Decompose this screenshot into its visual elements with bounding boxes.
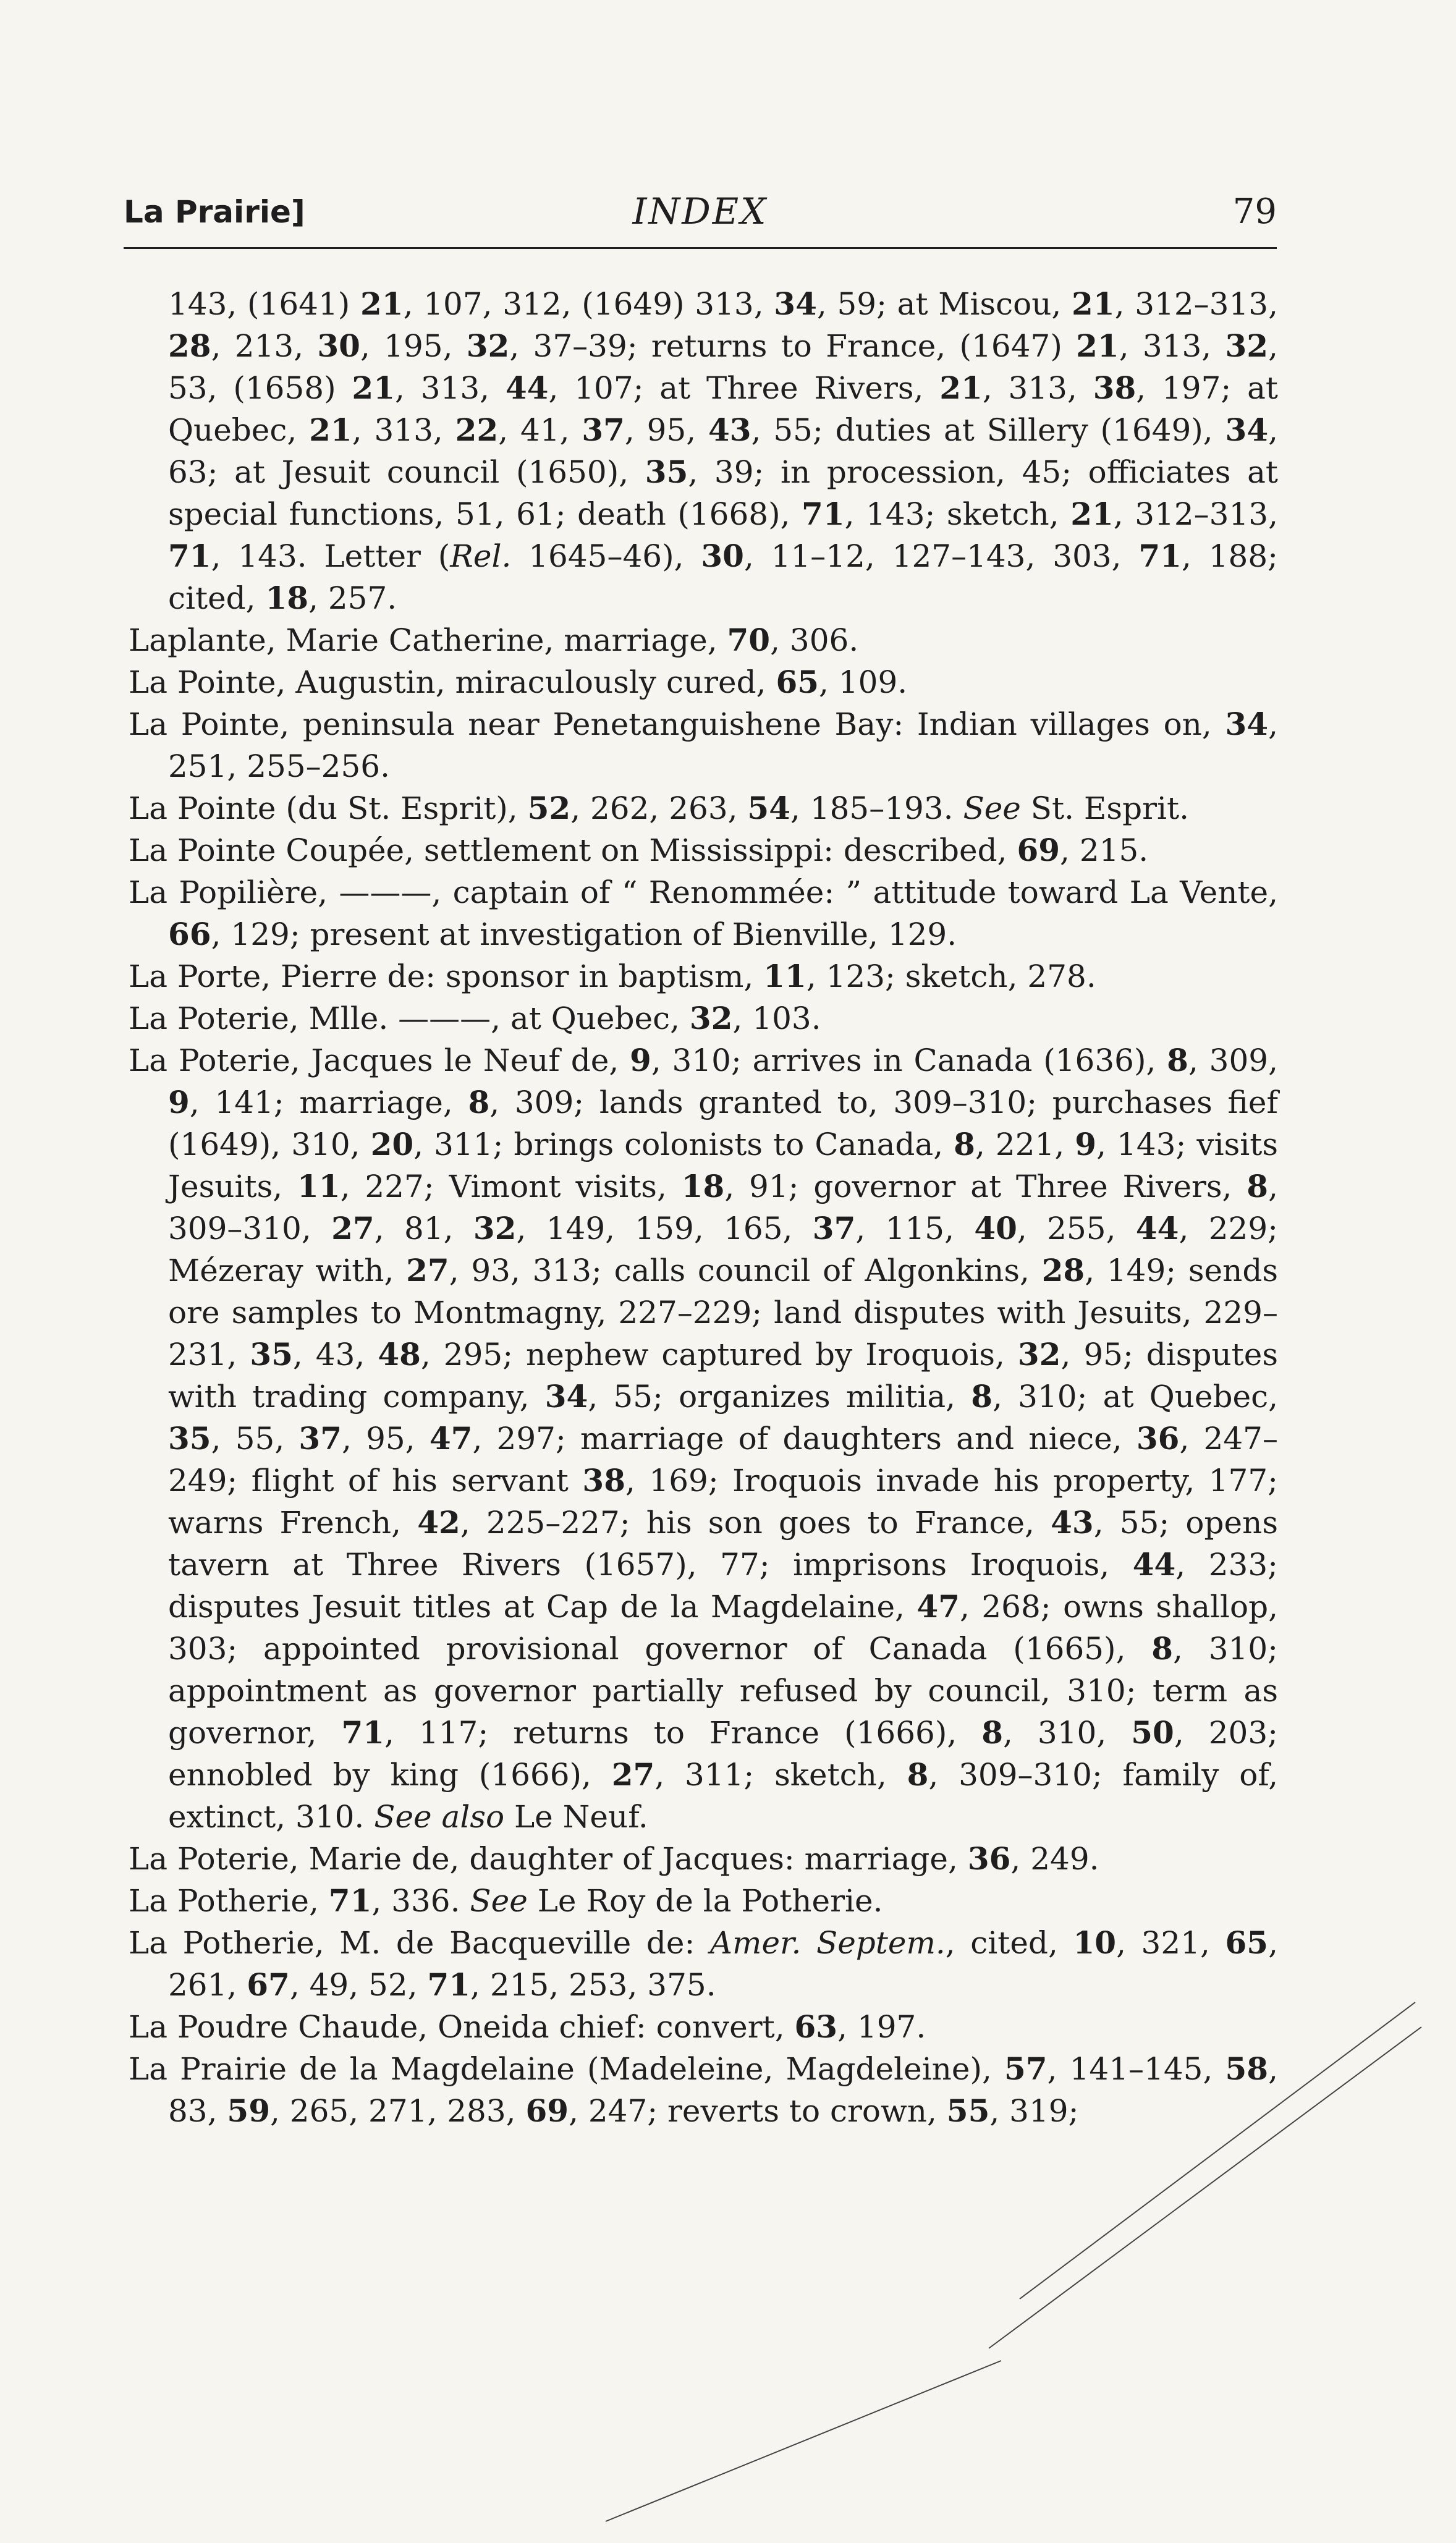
volume-ref: 34 xyxy=(1225,412,1269,448)
volume-ref: 11 xyxy=(297,1168,341,1204)
volume-ref: 27 xyxy=(406,1252,449,1288)
volume-ref: 69 xyxy=(1017,832,1060,868)
volume-ref: 8 xyxy=(468,1084,490,1120)
entry-text: , 221, xyxy=(975,1127,1075,1162)
entry-text: , 313, xyxy=(395,370,506,406)
volume-ref: 32 xyxy=(1225,328,1269,364)
volume-ref: 58 xyxy=(1225,2050,1269,2087)
entry-text: , 11–12, 127–143, 303, xyxy=(743,538,1139,574)
entry-text: , 141; marriage, xyxy=(189,1085,468,1120)
entry-text: La Popilière, ———, captain of “ Renommée: ” attitude toward La Vente, xyxy=(129,874,1278,910)
entry-text: , 309–310, xyxy=(168,1169,1278,1246)
entry-text: La Poterie, Mlle. ———, at Quebec, xyxy=(129,1001,690,1036)
entry-text: , 37–39; returns to France, (1647) xyxy=(509,328,1077,364)
volume-ref: 8 xyxy=(1246,1168,1269,1204)
volume-ref: 18 xyxy=(681,1168,725,1204)
entry-text: La Pointe, Augustin, miraculously cured, xyxy=(129,664,776,700)
entry-text: 1645–46), xyxy=(511,538,701,574)
entry-text: La Potherie, M. de Bacqueville de: xyxy=(129,1925,710,1961)
entry-text: , 91; governor at Three Rivers, xyxy=(724,1169,1247,1204)
page-number: 79 xyxy=(1232,192,1277,232)
entry-text: , 311; sketch, xyxy=(654,1757,907,1793)
entry-text: , 107, 312, (1649) 313, xyxy=(403,286,774,322)
entry-text: , 203; ennobled by king (1666), xyxy=(168,1715,1278,1793)
entry-text: , 55; organizes militia, xyxy=(588,1379,971,1415)
italic-ref: Amer. Septem. xyxy=(709,1925,946,1961)
entry-text: , 109. xyxy=(819,664,908,700)
entry-text: , 310; appointment as governor partially refused by council, 310; term as governor, xyxy=(168,1631,1278,1751)
entry-text: , 115, xyxy=(855,1211,975,1246)
header-rule xyxy=(124,247,1277,249)
volume-ref: 63 xyxy=(794,2008,838,2045)
index-entry xyxy=(129,703,1278,787)
entry-text: , 143; visits Jesuits, xyxy=(168,1127,1278,1204)
entry-text: , 129; present at investigation of Bienville, 129. xyxy=(211,916,957,952)
volume-ref: 57 xyxy=(1004,2050,1048,2087)
volume-ref: 32 xyxy=(689,1000,733,1036)
volume-ref: 71 xyxy=(427,1966,471,2003)
volume-ref: 21 xyxy=(939,370,983,406)
volume-ref: 21 xyxy=(1076,328,1119,364)
volume-ref: 48 xyxy=(378,1336,421,1373)
volume-ref: 9 xyxy=(630,1042,651,1078)
volume-ref: 71 xyxy=(168,538,211,574)
volume-ref: 34 xyxy=(1225,706,1269,742)
entry-text: , 149, 159, 165, xyxy=(516,1211,813,1246)
pencil-stroke xyxy=(606,2361,1001,2521)
entry-text: , 107; at Three Rivers, xyxy=(548,370,940,406)
volume-ref: 38 xyxy=(1093,370,1136,406)
volume-ref: 32 xyxy=(1017,1336,1061,1373)
entry-text: , 41, xyxy=(498,412,582,448)
volume-ref: 44 xyxy=(1132,1546,1176,1583)
entry-text: , 227; Vimont visits, xyxy=(340,1169,682,1204)
italic-ref: See also xyxy=(374,1799,505,1835)
entry-text: , 215, 253, 375. xyxy=(470,1967,716,2003)
entry-text: , 103. xyxy=(732,1001,821,1036)
entry-text: , 265, 271, 283, xyxy=(270,2093,526,2129)
entry-text: , 213, xyxy=(211,328,318,364)
entry-text: , 313, xyxy=(352,412,455,448)
italic-ref: See xyxy=(470,1883,528,1919)
volume-ref: 43 xyxy=(708,412,751,448)
volume-ref: 9 xyxy=(1075,1126,1097,1162)
volume-ref: 35 xyxy=(645,454,688,490)
entry-text: , 310; at Quebec, xyxy=(993,1379,1279,1415)
index-entries xyxy=(129,283,1278,2132)
index-entry xyxy=(129,997,1278,1039)
entry-text: La Pointe, peninsula near Penetanguishene Bay: Indian villages on, xyxy=(129,706,1225,742)
volume-ref: 54 xyxy=(747,790,791,826)
volume-ref: 35 xyxy=(168,1420,211,1457)
index-entry xyxy=(129,787,1278,829)
volume-ref: 66 xyxy=(168,916,211,952)
volume-ref: 8 xyxy=(1151,1630,1174,1667)
volume-ref: 70 xyxy=(727,622,771,658)
entry-text: La Potherie, xyxy=(129,1883,329,1919)
entry-text: , 169; Iroquois invade his property, 177; warns French, xyxy=(168,1463,1278,1541)
entry-text: , 310, xyxy=(1003,1715,1132,1751)
volume-ref: 37 xyxy=(812,1210,856,1246)
volume-ref: 21 xyxy=(1070,496,1114,532)
volume-ref: 50 xyxy=(1131,1714,1174,1751)
entry-text: , 336. xyxy=(371,1883,470,1919)
entry-text: , 123; sketch, 278. xyxy=(806,958,1096,994)
entry-text: , 185–193. xyxy=(790,790,963,826)
entry-text: 143, (1641) xyxy=(168,286,361,322)
volume-ref: 47 xyxy=(429,1420,473,1457)
index-entry xyxy=(129,2006,1278,2048)
entry-text: , 261, xyxy=(168,1925,1278,2003)
volume-ref: 37 xyxy=(298,1420,342,1457)
index-entry xyxy=(129,955,1278,997)
index-entry xyxy=(129,283,1278,619)
entry-text: , 247; reverts to crown, xyxy=(569,2093,947,2129)
entry-text: , 251, 255–256. xyxy=(168,706,1278,784)
volume-ref: 28 xyxy=(1041,1252,1085,1288)
entry-text: , 257. xyxy=(308,580,397,616)
volume-ref: 42 xyxy=(417,1504,460,1541)
entry-text: , 43, xyxy=(292,1337,378,1373)
volume-ref: 38 xyxy=(582,1462,625,1499)
volume-ref: 18 xyxy=(265,580,309,616)
volume-ref: 71 xyxy=(341,1714,385,1751)
entry-text: , 188; cited, xyxy=(168,538,1278,616)
entry-text: , 249. xyxy=(1010,1841,1099,1877)
volume-ref: 40 xyxy=(974,1210,1017,1246)
entry-text: La Poterie, Marie de, daughter of Jacques: marriage, xyxy=(129,1841,968,1877)
volume-ref: 8 xyxy=(954,1126,975,1162)
volume-ref: 21 xyxy=(360,286,404,322)
entry-text: La Porte, Pierre de: sponsor in baptism, xyxy=(129,958,764,994)
index-entry xyxy=(129,1039,1278,1838)
volume-ref: 36 xyxy=(1136,1420,1180,1457)
entry-text: , 306. xyxy=(770,622,859,658)
index-entry xyxy=(129,661,1278,703)
entry-text: , 83, xyxy=(168,2051,1278,2129)
entry-text: , 95, xyxy=(624,412,708,448)
index-entry xyxy=(129,2048,1278,2132)
running-header xyxy=(124,185,1277,235)
volume-ref: 22 xyxy=(455,412,499,448)
entry-text: , 141–145, xyxy=(1047,2051,1225,2087)
entry-text: , 262, 263, xyxy=(570,790,748,826)
entry-text: , 143. Letter ( xyxy=(211,538,451,574)
volume-ref: 8 xyxy=(981,1714,1004,1751)
entry-text: , 197; at Quebec, xyxy=(168,370,1278,448)
entry-text: La Prairie de la Magdelaine (Madeleine, Magdeleine), xyxy=(129,2051,1004,2087)
entry-text: , 197. xyxy=(837,2009,926,2045)
entry-text: , 312–313, xyxy=(1114,286,1279,322)
entry-text: , 297; marriage of daughters and niece, xyxy=(472,1421,1136,1457)
entry-text: La Poudre Chaude, Oneida chief: convert, xyxy=(129,2009,795,2045)
volume-ref: 8 xyxy=(971,1378,993,1415)
entry-text: , 49, 52, xyxy=(289,1967,428,2003)
volume-ref: 47 xyxy=(916,1588,960,1625)
index-entry xyxy=(129,871,1278,955)
volume-ref: 37 xyxy=(582,412,625,448)
entry-text: , 55; duties at Sillery (1649), xyxy=(751,412,1225,448)
volume-ref: 27 xyxy=(331,1210,375,1246)
volume-ref: 52 xyxy=(527,790,571,826)
entry-text: , 313, xyxy=(982,370,1093,406)
volume-ref: 36 xyxy=(967,1840,1011,1877)
entry-text: , 117; returns to France (1666), xyxy=(384,1715,982,1751)
volume-ref: 30 xyxy=(701,538,744,574)
entry-text: , 321, xyxy=(1116,1925,1225,1961)
volume-ref: 21 xyxy=(1072,286,1115,322)
entry-text: , 313, xyxy=(1119,328,1225,364)
entry-text: , 310; arrives in Canada (1636), xyxy=(651,1043,1167,1078)
entry-text: , 309–310; family of, extinct, 310. xyxy=(168,1757,1279,1835)
volume-ref: 43 xyxy=(1051,1504,1094,1541)
entry-text: , 233; disputes Jesuit titles at Cap de la Magdelaine, xyxy=(168,1547,1278,1625)
entry-text: , 311; brings colonists to Canada, xyxy=(413,1127,954,1162)
entry-text: , 53, (1658) xyxy=(168,328,1278,406)
volume-ref: 21 xyxy=(309,412,352,448)
volume-ref: 27 xyxy=(611,1756,655,1793)
volume-ref: 65 xyxy=(1225,1924,1269,1961)
volume-ref: 20 xyxy=(370,1126,414,1162)
index-entry xyxy=(129,1880,1278,1922)
entry-text: , 195, xyxy=(360,328,467,364)
entry-text: , 309, xyxy=(1188,1043,1278,1078)
volume-ref: 34 xyxy=(544,1378,588,1415)
entry-text: , 55, xyxy=(211,1421,299,1457)
entry-text: , 59; at Miscou, xyxy=(816,286,1072,322)
header-title: INDEX xyxy=(632,190,768,232)
index-entry xyxy=(129,1922,1278,2006)
entry-text: , 295; nephew captured by Iroquois, xyxy=(420,1337,1018,1373)
entry-text: , 63; at Jesuit council (1650), xyxy=(168,412,1279,490)
volume-ref: 32 xyxy=(473,1210,517,1246)
entry-text: , 268; owns shallop, 303; appointed provisional governor of Canada (1665), xyxy=(168,1589,1278,1667)
entry-text: , 81, xyxy=(374,1211,473,1246)
volume-ref: 28 xyxy=(168,328,211,364)
entry-text: , 309; lands granted to, 309–310; purchases fief (1649), 310, xyxy=(168,1085,1278,1162)
volume-ref: 71 xyxy=(802,496,845,532)
entry-text: , 312–313, xyxy=(1113,496,1279,532)
italic-ref: See xyxy=(963,790,1021,826)
entry-text: , 255, xyxy=(1017,1211,1136,1246)
entry-text: , 319; xyxy=(989,2093,1079,2129)
entry-text: St. Esprit. xyxy=(1020,790,1189,826)
volume-ref: 21 xyxy=(352,370,396,406)
entry-text: , 247–249; flight of his servant xyxy=(168,1421,1278,1499)
volume-ref: 67 xyxy=(247,1966,290,2003)
header-section-label: La Prairie] xyxy=(124,194,305,230)
volume-ref: 69 xyxy=(525,2092,569,2129)
volume-ref: 59 xyxy=(227,2092,271,2129)
entry-text: , 39; in procession, 45; officiates at special functions, 51, 61; death (1668), xyxy=(168,454,1278,532)
entry-text: La Poterie, Jacques le Neuf de, xyxy=(129,1043,630,1078)
volume-ref: 8 xyxy=(907,1756,929,1793)
index-entry xyxy=(129,1838,1278,1880)
entry-text: , cited, xyxy=(945,1925,1073,1961)
entry-text: , 93, 313; calls council of Algonkins, xyxy=(449,1253,1042,1288)
entry-text: , 149; sends ore samples to Montmagny, 227–229; land disputes with Jesuits, 229–231, xyxy=(168,1253,1278,1373)
volume-ref: 10 xyxy=(1073,1924,1117,1961)
entry-text: La Pointe (du St. Esprit), xyxy=(129,790,528,826)
volume-ref: 44 xyxy=(505,370,549,406)
entry-text: Laplante, Marie Catherine, marriage, xyxy=(129,622,727,658)
volume-ref: 71 xyxy=(328,1882,372,1919)
italic-ref: Rel. xyxy=(450,538,512,574)
volume-ref: 55 xyxy=(946,2092,990,2129)
volume-ref: 11 xyxy=(763,958,806,994)
index-entry xyxy=(129,829,1278,871)
volume-ref: 34 xyxy=(774,286,817,322)
volume-ref: 71 xyxy=(1138,538,1182,574)
volume-ref: 65 xyxy=(776,664,819,700)
volume-ref: 32 xyxy=(466,328,510,364)
entry-text: , 95; disputes with trading company, xyxy=(168,1337,1279,1415)
entry-text: , 229; Mézeray with, xyxy=(168,1211,1279,1288)
volume-ref: 44 xyxy=(1135,1210,1179,1246)
entry-text: , 225–227; his son goes to France, xyxy=(460,1505,1051,1541)
index-entry xyxy=(129,619,1278,661)
entry-text: La Pointe Coupée, settlement on Mississippi: described, xyxy=(129,832,1017,868)
volume-ref: 8 xyxy=(1167,1042,1188,1078)
entry-text: , 215. xyxy=(1060,832,1149,868)
volume-ref: 9 xyxy=(168,1084,190,1120)
volume-ref: 30 xyxy=(317,328,360,364)
entry-text: , 55; opens tavern at Three Rivers (1657), 77; imprisons Iroquois, xyxy=(168,1505,1278,1583)
entry-text: Le Neuf. xyxy=(504,1799,648,1835)
volume-ref: 35 xyxy=(250,1336,293,1373)
entry-text: , 95, xyxy=(342,1421,430,1457)
entry-text: , 143; sketch, xyxy=(844,496,1071,532)
entry-text: Le Roy de la Potherie. xyxy=(527,1883,883,1919)
